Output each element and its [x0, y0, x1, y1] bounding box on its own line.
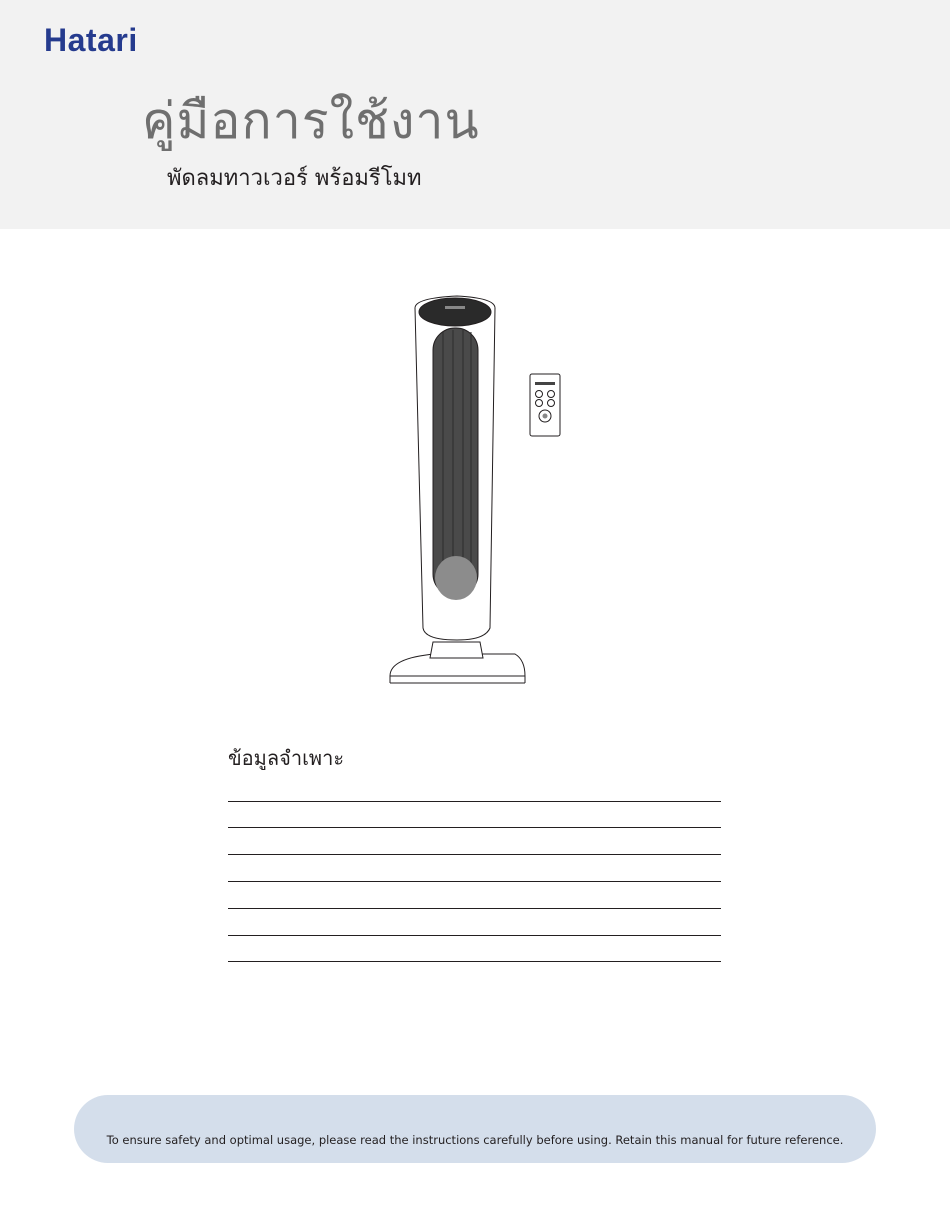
spec-row-line: [228, 881, 721, 882]
grill-bottom: [435, 556, 477, 600]
spec-row-line: [228, 961, 721, 962]
spec-row-line: [228, 908, 721, 909]
spec-row-line: [228, 935, 721, 936]
header-band: [0, 0, 950, 229]
safety-notice-text: To ensure safety and optimal usage, please read the instructions carefully before using. Retain this manual for future reference.: [106, 1133, 844, 1147]
remote-control-icon: [530, 374, 560, 436]
spec-row-line: [228, 854, 721, 855]
fan-neck: [430, 642, 483, 658]
tower-fan-with-remote-illustration: [385, 288, 565, 688]
hatari-logo: Hatari: [44, 22, 138, 58]
spec-row-line: [228, 827, 721, 828]
spec-heading: ข้อมูลจำเพาะ: [228, 746, 345, 770]
manual-subtitle: พัดลมทาวเวอร์ พร้อมรีโมท: [167, 166, 422, 191]
control-panel: [419, 298, 491, 326]
manual-title: คู่มือการใช้งาน: [142, 92, 480, 150]
spec-row-line: [228, 801, 721, 802]
safety-notice-banner: [74, 1095, 876, 1163]
